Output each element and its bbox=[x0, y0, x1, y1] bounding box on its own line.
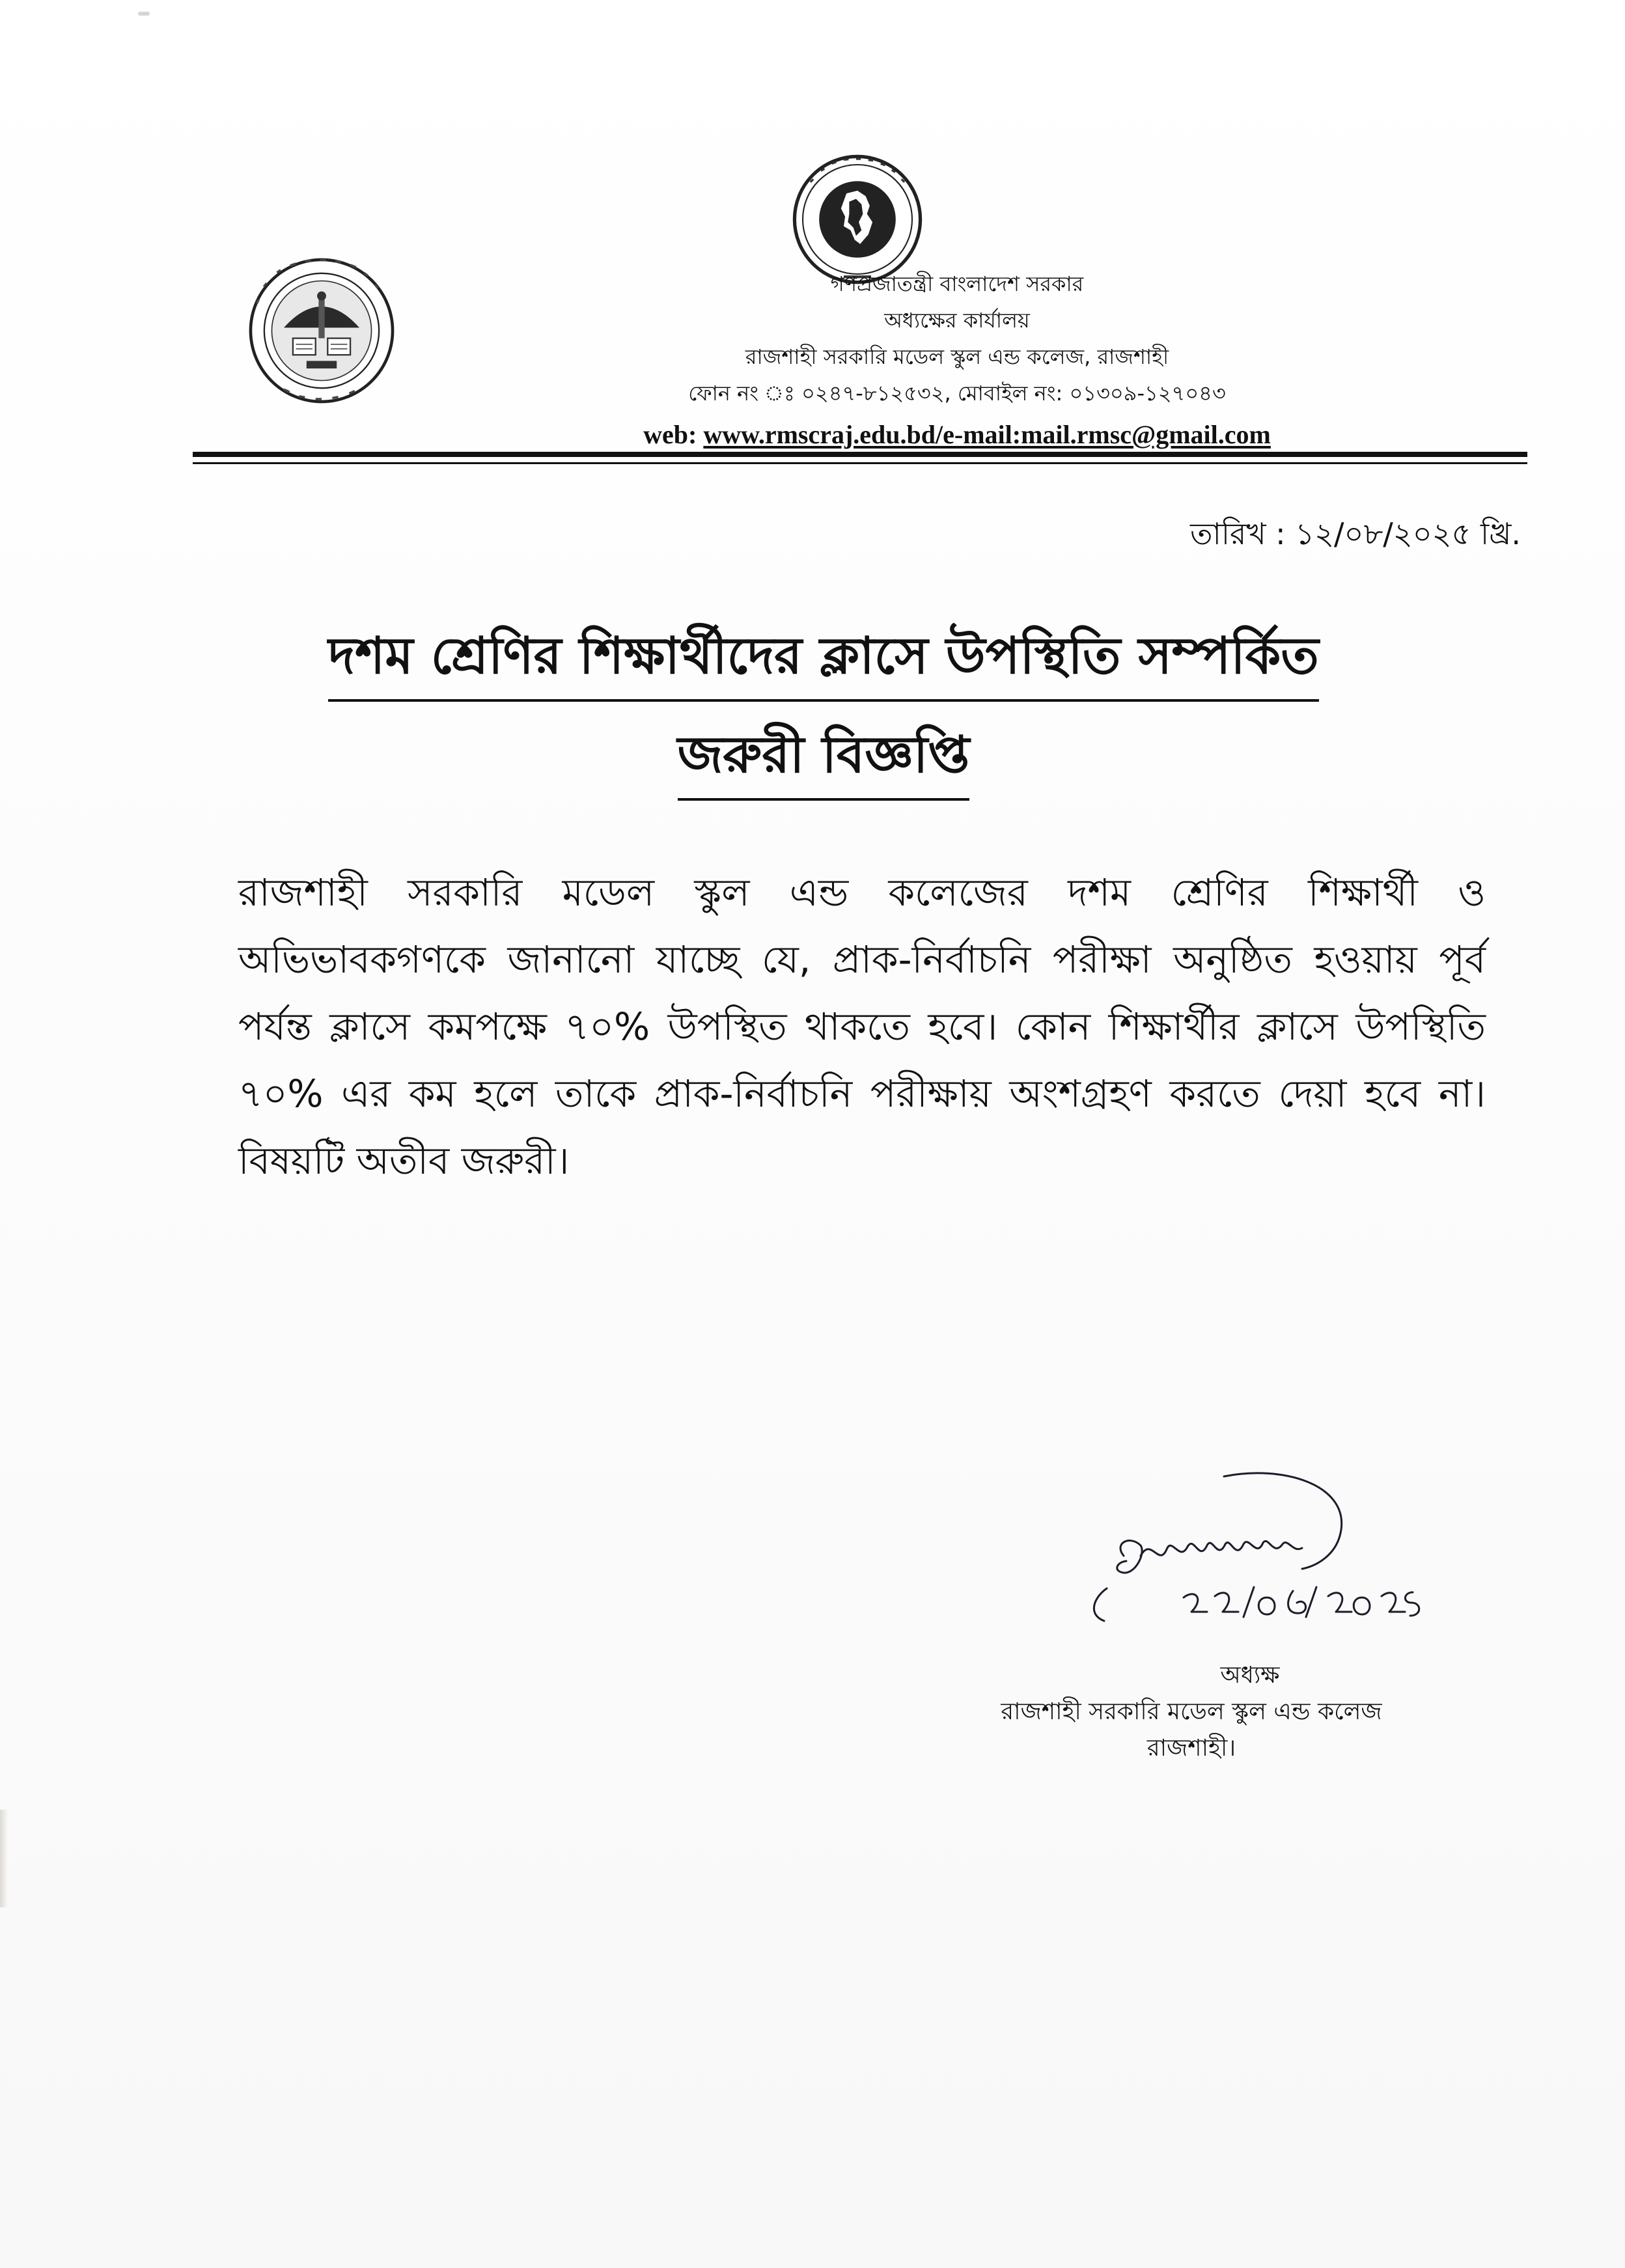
government-name: গণপ্রজাতন্ত্রী বাংলাদেশ সরকার bbox=[830, 271, 1084, 296]
school-logo bbox=[246, 255, 397, 406]
contact-phone: ফোন নং ঃ ০২৪৭-৮১২৫৩২, মোবাইল নং: ০১৩০৯-১২৭০৪৩ bbox=[688, 381, 1226, 406]
notice-title bbox=[195, 617, 1452, 801]
signature-block bbox=[911, 1657, 1471, 1767]
notice-body: রাজশাহী সরকারি মডেল স্কুল এন্ড কলেজের দশম শ্রেণির শিক্ষার্থী ও অভিভাবকগণকে জানানো যাচ্ছে যে, প্রাক-নির্বাচনি পরীক্ষা অনুষ্ঠিত হওয়ায় পূর্ব পর্যন্ত ক্লাসে কমপক্ষে ৭০% উপস্থিত থাকতে হবে। কোন শিক্ষার্থীর ক্লাসে উপস্থিতি ৭০% এর কম হলে তাকে প্রাক-নির্বাচনি পরীক্ষায় অংশগ্রহণ করতে দেয়া হবে না। বিষয়টি অতীব জরুরী। bbox=[238, 870, 1486, 1183]
title-line-2: জরুরী বিজ্ঞপ্তি bbox=[678, 716, 970, 801]
notice-date: তারিখ : ১২/০৮/২০২৫ খ্রি. bbox=[1190, 516, 1521, 551]
office-name: অধ্যক্ষের কার্যালয় bbox=[884, 308, 1030, 333]
scan-artifact bbox=[138, 12, 150, 16]
title-line-1: দশম শ্রেণির শিক্ষার্থীদের ক্লাসে উপস্থিতি সম্পর্কিত bbox=[328, 617, 1319, 702]
letterhead-divider-thin bbox=[193, 462, 1527, 464]
signatory-designation: অধ্যক্ষ bbox=[1220, 1662, 1280, 1689]
letterhead bbox=[495, 266, 1419, 456]
web-line bbox=[495, 414, 1419, 456]
web-label: web: bbox=[643, 420, 697, 449]
web-email-link[interactable]: www.rmscraj.edu.bd/e-mail:mail.rmsc@gmail.com bbox=[703, 420, 1271, 449]
signatory-institution: রাজশাহী সরকারি মডেল স্কুল এন্ড কলেজ bbox=[1001, 1698, 1382, 1725]
institution-name: রাজশাহী সরকারি মডেল স্কুল এন্ড কলেজ, রাজশাহী bbox=[745, 344, 1169, 369]
letterhead-divider-thick bbox=[193, 452, 1527, 457]
scan-edge-shadow bbox=[0, 1810, 8, 1907]
principal-signature bbox=[1068, 1458, 1432, 1680]
signatory-city: রাজশাহী। bbox=[1146, 1735, 1236, 1762]
